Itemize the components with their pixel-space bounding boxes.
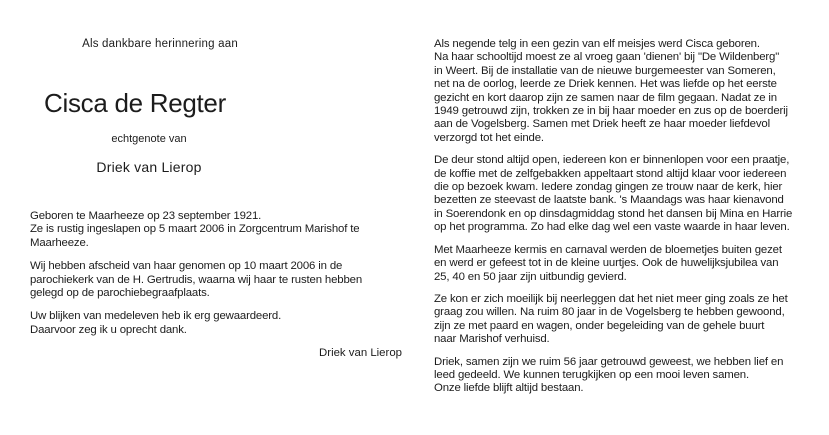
text-line: en werd er gefeest tot in de kleine uurtjes. Ook de huwelijksjubilea van: [434, 257, 779, 270]
text-line: Met Maarheeze kermis en carnaval werden de bloemetjes buiten gezet: [434, 243, 782, 256]
text-line: de koffie met de zelfgebakken appeltaart stond altijd klaar voor iedereen: [434, 167, 787, 180]
text-line: net na de oorlog, leerde ze Driek kennen. Het was liefde op het eerste: [434, 78, 777, 91]
text-line: verzorgd tot het einde.: [434, 131, 544, 144]
text-line: leed gedeeld. We kunnen terugkijken op een mooi leven samen.: [434, 368, 750, 381]
text-line: gezicht en kort daarop zijn ze samen naar de film gegaan. Nadat ze in: [434, 91, 777, 104]
birth-death-paragraph: [30, 210, 402, 250]
text-line: Ze is rustig ingeslapen op 5 maart 2006 in Zorgcentrum Marishof te: [30, 223, 360, 236]
text-line: Driek, samen zijn we ruim 56 jaar getrouwd geweest, we hebben lief en: [434, 355, 784, 368]
text-line: zijn ze met paard en wagen, onder begeleiding van de gehele buurt: [434, 319, 765, 332]
spouse-name: Driek van Lierop: [96, 159, 202, 175]
text-line: Als negende telg in een gezin van elf meisjes werd Cisca geboren.: [434, 38, 760, 50]
text-line: Geboren te Maarheeze op 23 september 1921.: [30, 210, 262, 222]
text-line: gelegd op de parochiebegraafplaats.: [30, 287, 210, 300]
text-line: naar Marishof verhuisd.: [434, 333, 550, 346]
life-paragraph-4: [434, 293, 804, 347]
left-body: [30, 210, 402, 361]
text-line: Onze liefde blijft altijd bestaan.: [434, 382, 584, 395]
text-line: parochiekerk van de H. Gertrudis, waarna wij haar te rusten hebben: [30, 273, 363, 286]
text-line: Ze kon er zich moeilijk bij neerleggen dat het niet meer ging zoals ze het: [434, 292, 788, 305]
text-line: graag zou willen. Na ruim 80 jaar in de Vogelsberg te hebben gewoond,: [434, 306, 785, 319]
left-page: [30, 0, 402, 435]
right-page: [434, 38, 804, 405]
life-paragraph-3: [434, 244, 804, 284]
text-line: in Weert. Bij de installatie van de nieuwe burgemeester van Someren,: [434, 64, 776, 77]
text-line: 1949 getrouwd zijn, trokken ze in bij haar moeder en zus op de boerderij: [434, 105, 788, 118]
funeral-paragraph: [30, 260, 402, 300]
deceased-name: Cisca de Regter: [44, 88, 226, 118]
text-line: Daarvoor zeg ik u oprecht dank.: [30, 323, 187, 336]
text-line: De deur stond altijd open, iedereen kon er binnenlopen voor een praatje,: [434, 154, 790, 167]
text-line: Uw blijken van medeleven heb ik erg gewaardeerd.: [30, 310, 282, 323]
spouse-label: echtgenote van: [111, 133, 187, 145]
text-line: die op bezoek kwam. Iedere zondag gingen ze trouw naar de kerk, hier: [434, 181, 783, 194]
text-line: in Soerendonk en op dinsdagmiddag stond het dansen bij Mina en Harrie: [434, 207, 793, 220]
text-line: Na haar schooltijd moest ze al vroeg gaan 'dienen' bij "De Wildenberg": [434, 51, 780, 64]
text-line: aan de Vogelsberg. Samen met Driek heeft ze haar moeder liefdevol: [434, 118, 770, 131]
life-paragraph-1: [434, 38, 804, 145]
intro-text: Als dankbare herinnering aan: [82, 38, 238, 50]
text-line: op het programma. Zo had elke dag wel een vaste waarde in haar leven.: [434, 221, 790, 234]
text-line: Maarheeze.: [30, 236, 89, 249]
text-line: 25, 40 en 50 jaar zijn uitbundig gevierd.: [434, 270, 627, 283]
life-paragraph-2: [434, 154, 804, 234]
signature: Driek van Lierop: [319, 347, 402, 360]
text-line: Wij hebben afscheid van haar genomen op 10 maart 2006 in de: [30, 260, 343, 273]
life-paragraph-5: [434, 356, 804, 396]
thanks-paragraph: [30, 310, 402, 337]
text-line: bezetten ze steevast de laatste bank. 's Maandags was haar kienavond: [434, 194, 784, 207]
